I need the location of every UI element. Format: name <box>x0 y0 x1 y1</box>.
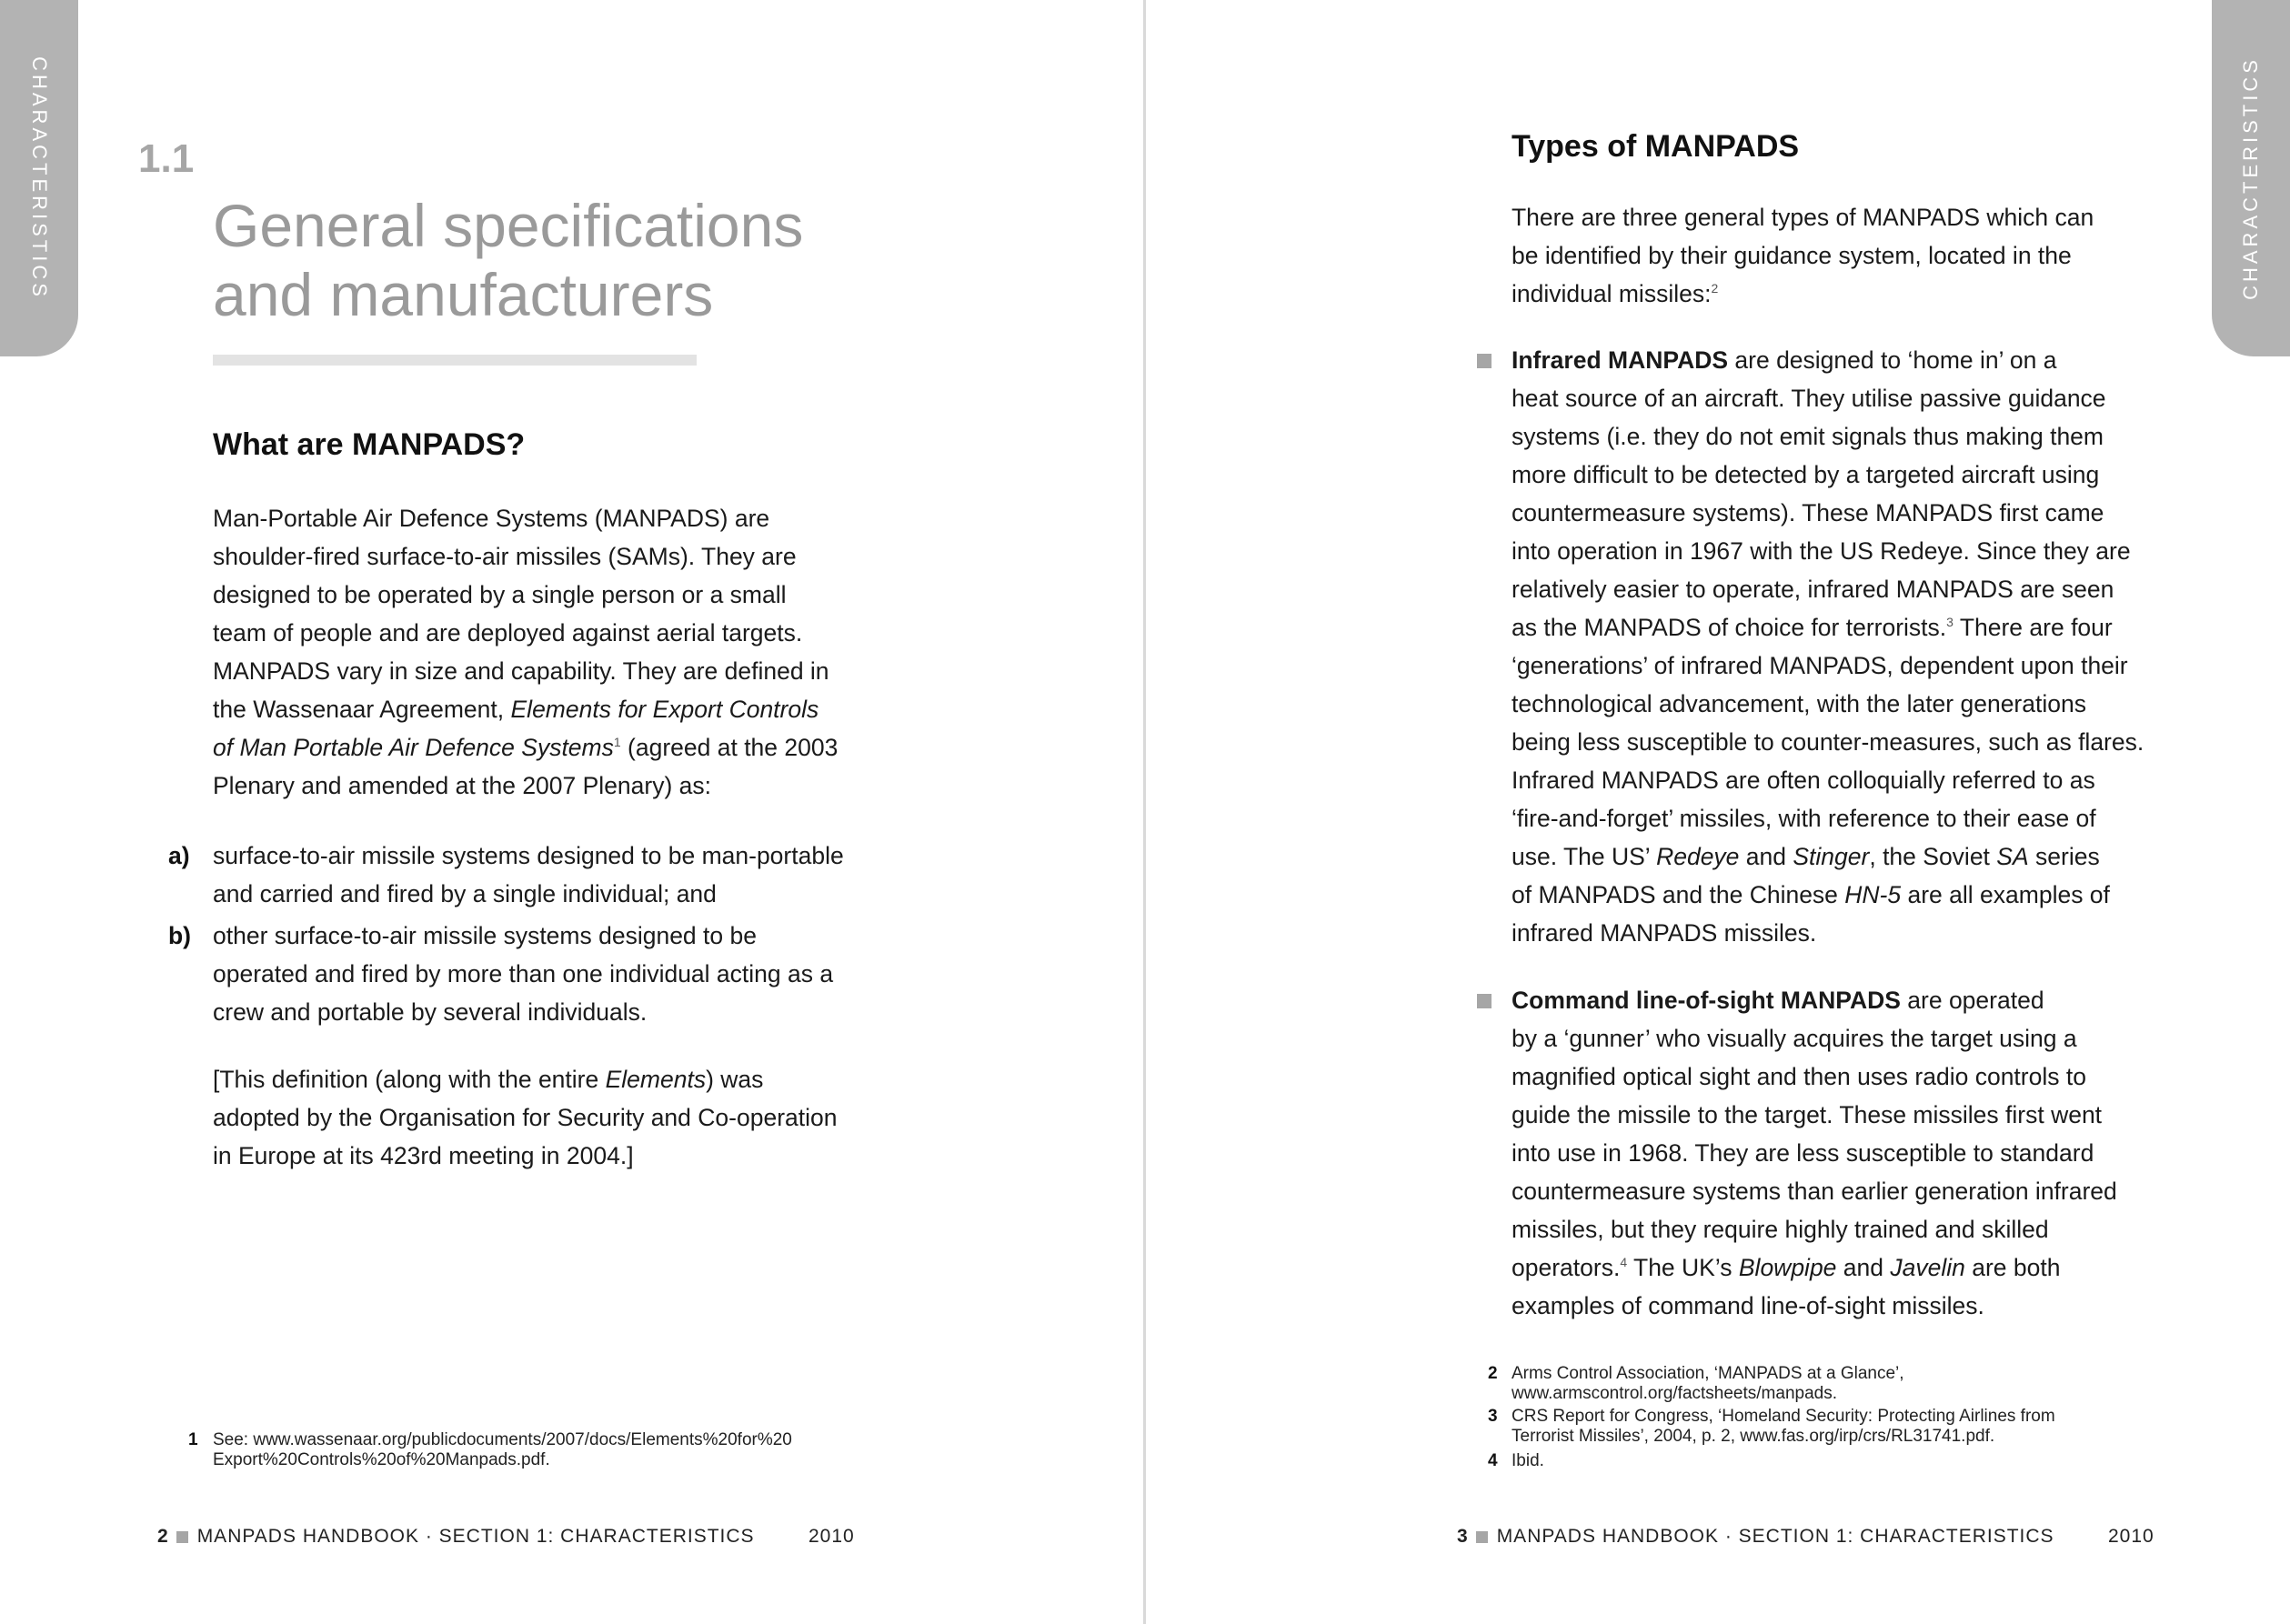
side-tab-label: CHARACTERISTICS <box>28 56 51 300</box>
running-footer: MANPADS HANDBOOK · SECTION 1: CHARACTERISTICS <box>1496 1526 2054 1547</box>
page-number: 3 <box>1457 1526 1469 1547</box>
command-paragraph: Command line-of-sight MANPADS are operated by a ‘gunner’ who visually acquires the target using a magnified optical sight and then uses radio controls to guide the missile to the target. These missiles first went into use in 1968. They are less susceptible to standard countermeasure systems than earlier generation infrared missiles, but they require highly trained and skilled operators.$^4$ The UK’s Blowpipe and Javelin are both examples of command line-of-sight missiles. <box>1512 987 2117 1319</box>
section-number: 1.1 <box>138 136 195 181</box>
footnote-number: 3 <box>1488 1407 1498 1426</box>
footer-year-right: 2010 <box>2108 1526 2154 1547</box>
list-label-a: a) <box>168 842 190 869</box>
footer-right <box>1457 1526 2054 1548</box>
page-divider <box>1143 0 1146 1624</box>
square-icon <box>176 1531 188 1543</box>
types-intro: There are three general types of MANPADS which can be identified by their guidance system, located in the individual missiles:$^2$ <box>1512 204 2094 307</box>
intro-paragraph: Man-Portable Air Defence Systems (MANPADS) are shoulder-fired surface-to-air missiles (SAMs). They are designed to be operated by a single person or a small team of people and are deployed against aerial targets. MANPADS vary in size and capability. They are defined in the Wassenaar Agreement, Elements for Export Controls of Man Portable Air Defence Systems$^1$ (agreed at the 2003 Plenary and amended at the 2007 Plenary) as: <box>213 505 839 799</box>
side-tab-label: CHARACTERISTICS <box>2239 56 2262 300</box>
definition-note: [This definition (along with the entire Elements) was adopted by the Organisation for Security and Co-operation in Europe at its 423rd meeting in 2004.] <box>213 1066 838 1169</box>
title-rule <box>213 355 697 366</box>
heading-types-of-manpads: Types of MANPADS <box>1512 129 1800 164</box>
list-item-a: surface-to-air missile systems designed to be man-portable and carried and fired by a single individual; and <box>213 842 844 907</box>
list-label-b: b) <box>168 922 192 949</box>
footnote-2: Arms Control Association, ‘MANPADS at a Glance’, www.armscontrol.org/factsheets/manpads. <box>1512 1364 1904 1403</box>
footer-left <box>157 1526 755 1548</box>
footnote-number: 1 <box>188 1430 198 1449</box>
footnote-number: 4 <box>1488 1451 1498 1470</box>
infrared-paragraph: Infrared MANPADS are designed to ‘home in’ on a heat source of an aircraft. They utilise passive guidance systems (i.e. they do not emit signals thus making them more difficult to be detected by a targeted aircraft using countermeasure systems). These MANPADS first came into operation in 1967 with the US Redeye. Since they are relatively easier to operate, infrared MANPADS are seen as the MANPADS of choice for terrorists.$^3$ There are four ‘generations’ of infrared MANPADS, dependent upon their technological advancement, with the later generations being less susceptible to counter-measures, such as flares. Infrared MANPADS are often colloquially referred to as ‘fire-and-forget’ missiles, with reference to their ease of use. The US’ Redeye and Stinger, the Soviet SA series of MANPADS and the Chinese HN-5 are all examples of infrared MANPADS missiles. <box>1512 346 2144 947</box>
footer-year-left: 2010 <box>809 1526 855 1547</box>
list-item-b: other surface-to-air missile systems designed to be operated and fired by more than one individual acting as a crew and portable by several individuals. <box>213 922 834 1026</box>
running-footer: MANPADS HANDBOOK · SECTION 1: CHARACTERISTICS <box>196 1526 755 1547</box>
footnote-4: Ibid. <box>1512 1451 1544 1470</box>
footnote-3: CRS Report for Congress, ‘Homeland Security: Protecting Airlines from Terrorist Missiles’, 2004, p. 2, www.fas.org/irp/crs/RL31741.pdf. <box>1512 1407 2055 1446</box>
footnote-1: See: www.wassenaar.org/publicdocuments/2007/docs/Elements%20for%20 Export%20Controls%20of%20Manpads.pdf. <box>213 1430 792 1469</box>
heading-what-are-manpads: What are MANPADS? <box>213 427 526 462</box>
page-number: 2 <box>157 1526 169 1547</box>
side-tab-right <box>2212 0 2290 356</box>
footnote-number: 2 <box>1488 1364 1498 1383</box>
section-title: General specifications and manufacturers <box>213 192 804 328</box>
square-icon <box>1476 1531 1488 1543</box>
bullet-square-icon <box>1477 354 1492 368</box>
side-tab-left <box>0 0 78 356</box>
bullet-square-icon <box>1477 994 1492 1008</box>
